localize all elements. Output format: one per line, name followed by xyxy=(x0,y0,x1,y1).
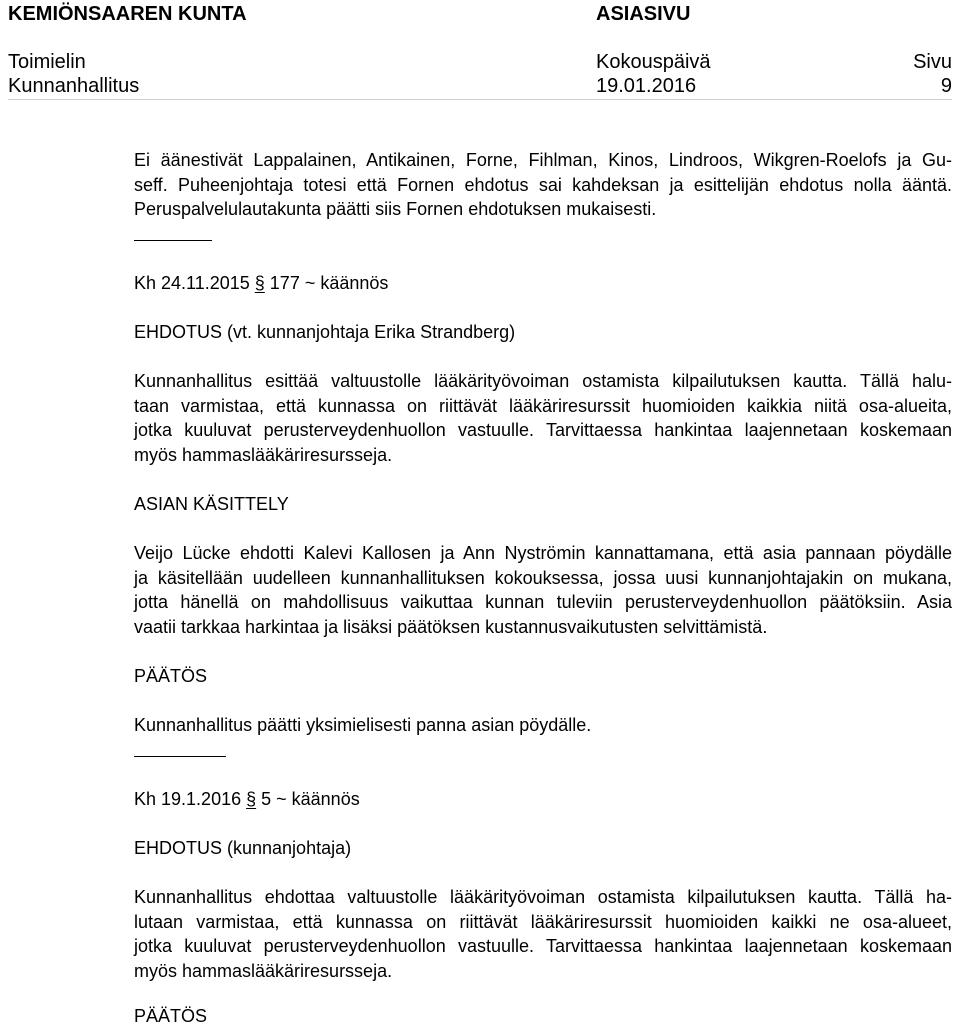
text-line: taan varmistaa, että kunnassa on riittävät lääkäriresurssit huomioiden kaikkia niitä osa-alueita, xyxy=(134,395,952,416)
proposal-paragraph xyxy=(134,369,952,467)
proposal-heading: EHDOTUS (vt. kunnanjohtaja Erika Strandberg) xyxy=(134,322,516,342)
document-type: ASIASIVU xyxy=(596,3,691,25)
text-line: jotka kuuluvat perusterveydenhuollon vastuulle. Tarvittaessa hankintaa laajennetaan koskemaan xyxy=(134,420,952,441)
text-line: ja käsitellään uudelleen kunnanhallituksen kokouksessa, jossa uusi kunnanjohtajakin on mukana, xyxy=(134,567,952,588)
text-line: Veijo Lücke ehdotti Kalevi Kallosen ja Ann Nyströmin kannattamana, että asia pannaan pöydälle xyxy=(134,543,952,563)
case-reference xyxy=(134,787,360,811)
text-line: jotta hänellä on mahdollisuus vaikuttaa kunnan tuleviin perusterveydenhuollon päätöksiin. Asia xyxy=(134,592,952,613)
separator-line xyxy=(134,756,226,757)
text-line: Peruspalvelulautakunta päätti siis Fornen ehdotuksen mukaisesti. xyxy=(134,199,657,220)
decision-heading: PÄÄTÖS xyxy=(134,666,208,686)
text-line: lutaan varmistaa, että kunnassa on riittävät lääkäriresurssit huomioiden kaikki ne osa-alueet, xyxy=(134,911,952,932)
page-label: Sivu xyxy=(913,51,952,73)
text-line: vaatii tarkkaa harkintaa ja lisäksi päätöksen kustannusvaikutusten selvittämistä. xyxy=(134,616,768,637)
organization-name: KEMIÖNSAAREN KUNTA xyxy=(8,3,247,25)
header-rule xyxy=(8,99,952,100)
case-reference-date: Kh 19.1.2016 xyxy=(134,789,247,809)
text-line: Kunnanhallitus esittää valtuustolle lääkärityövoiman ostamista kilpailutuksen kautta. Tällä halu- xyxy=(134,371,952,391)
date-label: Kokouspäivä xyxy=(596,51,711,73)
text-line: myös hammaslääkäriresursseja. xyxy=(134,444,393,465)
text-line: Kunnanhallitus ehdottaa valtuustolle lääkärityövoiman ostamista kilpailutuksen kautta. Tällä ha- xyxy=(134,887,952,907)
discussion-paragraph xyxy=(134,541,952,639)
section-symbol: § xyxy=(254,273,265,293)
page-value: 9 xyxy=(940,75,952,97)
case-reference-number: 5 ~ käännös xyxy=(256,789,360,809)
vote-result-paragraph xyxy=(134,148,952,222)
decision-heading: PÄÄTÖS xyxy=(134,1006,208,1026)
organ-value: Kunnanhallitus xyxy=(8,75,140,97)
proposal-paragraph xyxy=(134,885,952,983)
discussion-heading: ASIAN KÄSITTELY xyxy=(134,494,289,514)
date-value: 19.01.2016 xyxy=(596,75,697,97)
text-line: Ei äänestivät Lappalainen, Antikainen, Forne, Fihlman, Kinos, Lindroos, Wikgren-Roelofs ja Gu- xyxy=(134,150,952,170)
case-reference-date: Kh 24.11.2015 xyxy=(134,273,255,293)
text-line: jotka kuuluvat perusterveydenhuollon vastuulle. Tarvittaessa hankintaa laajennetaan koskemaan xyxy=(134,936,952,957)
proposal-heading: EHDOTUS (kunnanjohtaja) xyxy=(134,838,352,858)
case-reference xyxy=(134,271,388,295)
text-line: myös hammaslääkäriresursseja. xyxy=(134,960,393,981)
organ-label: Toimielin xyxy=(8,51,86,73)
case-reference-number: 177 ~ käännös xyxy=(264,273,389,293)
section-symbol: § xyxy=(246,789,257,809)
decision-text: Kunnanhallitus päätti yksimielisesti panna asian pöydälle. xyxy=(134,715,592,735)
text-line: seff. Puheenjohtaja totesi että Fornen ehdotus sai kahdeksan ja esittelijän ehdotus nolla ääntä. xyxy=(134,174,952,195)
separator-line xyxy=(134,240,212,241)
